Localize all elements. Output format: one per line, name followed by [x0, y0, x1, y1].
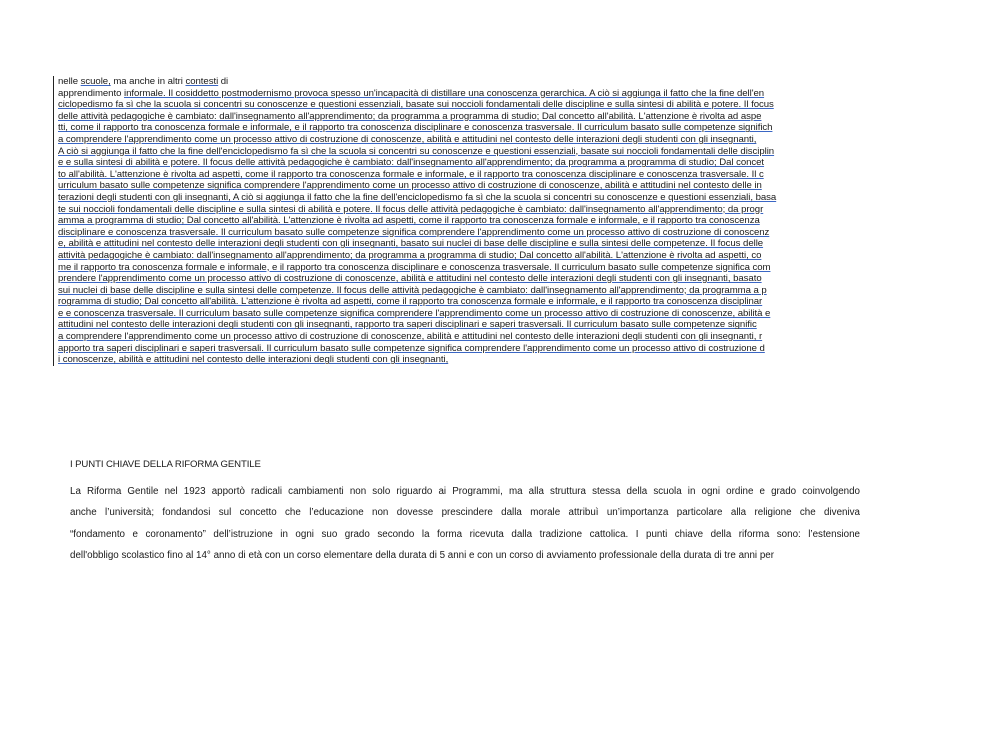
tracked-line [54, 285, 859, 297]
tracked-line [54, 180, 859, 192]
inserted-text: e e sulla sintesi di abilità e potere. Il focus delle attività pedagogiche è cambiato: dall'insegnamento all'apprendimento; da programma a programma di studio; Dal concet [58, 157, 765, 169]
inserted-text: prendere l'apprendimento come un processo attivo di costruzione di conoscenze, abilità e attitudini nel contesto delle interazioni degli studenti con gli insegnanti, basato [58, 273, 762, 285]
tracked-line [54, 262, 859, 274]
inserted-text: sui nuclei di base delle discipline e sulla sintesi delle competenze. Il focus delle attività pedagogiche è cambiato: dall'insegnamento all'apprendimento; da programma a p [58, 284, 767, 296]
inserted-text: delle attività pedagogiche è cambiato: dall'insegnamento all'apprendimento; da programma a programma di studio; Dal concetto all'abilità. L'attenzione è rivolta ad aspe [58, 110, 762, 122]
tracked-line [54, 192, 859, 204]
inserted-text: a comprendere l'apprendimento come un processo attivo di costruzione di conoscenze, abilità e attitudini nel contesto delle interazioni degli studenti con gli insegnanti, r [58, 331, 763, 343]
tracked-line [54, 76, 859, 88]
tracked-line [54, 204, 859, 216]
text-run: nelle [58, 76, 81, 87]
tracked-line [54, 99, 859, 111]
inserted-text: terazioni degli studenti con gli insegnanti, A ciò si aggiunga il fatto che la fine dell'enciclopedismo fa sì che la scuola si concentri su conoscenze e questioni essenziali, basa [58, 191, 777, 203]
tracked-line [54, 157, 859, 169]
body-paragraph [70, 484, 860, 570]
tracked-line [54, 331, 859, 343]
inserted-text: to all'abilità. L'attenzione è rivolta ad aspetti, come il rapporto tra conoscenza formale e informale, e il rapporto tra conoscenza disciplinare e conoscenza trasversale. Il c [58, 168, 764, 180]
tracked-line [54, 111, 859, 123]
inserted-text: A ciò si aggiunga il fatto che la fine dell'enciclopedismo fa sì che la scuola si concentri su conoscenze e questioni essenziali, basate sui noccioli fondamentali delle disciplin [58, 145, 775, 157]
inserted-text: e, abilità e attitudini nel contesto delle interazioni degli studenti con gli insegnanti, basato sui nuclei di base delle discipline e sulla sintesi delle competenze. Il focus delle [58, 238, 764, 250]
inserted-text: tti, come il rapporto tra conoscenza formale e informale, e il rapporto tra conoscenza disciplinare e conoscenza trasversale. Il curriculum basato sulle competenze significh [58, 122, 773, 134]
section-heading: I PUNTI CHIAVE DELLA RIFORMA GENTILE [70, 459, 261, 470]
inserted-text: amma a programma di studio; Dal concetto all'abilità. L'attenzione è rivolta ad aspetti, come il rapporto tra conoscenza formale e informale, e il rapporto tra conoscenza [58, 215, 760, 227]
tracked-line [54, 343, 859, 355]
inserted-text: te sui noccioli fondamentali delle discipline e sulla sintesi di abilità e potere. Il focus delle attività pedagogiche è cambiato: dall'insegnamento all'apprendimento; da progr [58, 203, 764, 215]
inserted-text: disciplinare e conoscenza trasversale. Il curriculum basato sulle competenze significa comprendere l'apprendimento come un processo attivo di costruzione di conoscenz [58, 226, 770, 238]
tracked-lines [54, 99, 859, 366]
inserted-text: attitudini nel contesto delle interazioni degli studenti con gli insegnanti, rapporto tra saperi disciplinari e saperi trasversali. Il curriculum basato sulle competenze signific [58, 319, 757, 331]
tracked-line [54, 308, 859, 320]
tracked-line [54, 122, 859, 134]
inserted-text: attività pedagogiche è cambiato: dall'insegnamento all'apprendimento; da programma a programma di studio; Dal concetto all'abilità. L'attenzione è rivolta ad aspetti, co [58, 249, 762, 261]
tracked-line [54, 169, 859, 181]
inserted-text: informale. Il cosiddetto postmodernismo provoca spesso un'incapacità di distillare una conoscenza gerarchica. A ciò si aggiunga il fatto che la fine dell'en [123, 87, 765, 99]
tracked-line [54, 88, 859, 100]
text-run: apprendimento [58, 87, 124, 99]
tracked-changes-block [53, 76, 859, 366]
inserted-text: contesti [185, 76, 219, 87]
paragraph-line: anche l’università; fondandosi sul concetto che l’educazione non dovesse prescindere dalla morale attribuì un’importanza particolare alla religione che diveniva [70, 507, 860, 519]
tracked-line [54, 250, 859, 262]
tracked-line [54, 354, 859, 366]
tracked-line [54, 134, 859, 146]
inserted-text: a comprendere l'apprendimento come un processo attivo di costruzione di conoscenze, abilità e attitudini nel contesto delle interazioni degli studenti con gli insegnanti, [58, 133, 757, 145]
tracked-line [54, 319, 859, 331]
inserted-text: scuole, [80, 76, 111, 87]
tracked-line [54, 296, 859, 308]
paragraph-line: dell'obbligo scolastico fino al 14° anno di età con un corso elementare della durata di 5 anni e con un corso di avviamento professionale della durata di tre anni per [70, 550, 774, 562]
tracked-line [54, 227, 859, 239]
tracked-line [54, 215, 859, 227]
inserted-text: me il rapporto tra conoscenza formale e informale, e il rapporto tra conoscenza disciplinare e conoscenza trasversale. Il curriculum basato sulle competenze significa com [58, 261, 771, 273]
paragraph-line: La Riforma Gentile nel 1923 apportò radicali cambiamenti non solo riguardo ai Programmi, ma alla struttura stessa della scuola in ogni ordine e grado coinvolgendo [70, 486, 860, 497]
inserted-text: i conoscenze, abilità e attitudini nel contesto delle interazioni degli studenti con gli insegnanti, [58, 354, 449, 366]
text-run: di [218, 76, 229, 87]
inserted-text: apporto tra saperi disciplinari e saperi trasversali. Il curriculum basato sulle competenze significa comprendere l'apprendimento come un processo attivo di costruzione d [58, 342, 765, 354]
text-run: ma anche in altri [110, 76, 186, 87]
paragraph-line: “fondamento e coronamento” dell’istruzione in ogni suo grado secondo la forma ricevuta dalla tradizione cattolica. I punti chiave della riforma sono: l’estensione [70, 528, 860, 540]
tracked-line [54, 146, 859, 158]
inserted-text: e e conoscenza trasversale. Il curriculum basato sulle competenze significa comprendere l'apprendimento come un processo attivo di costruzione di conoscenze, abilità e [58, 307, 771, 319]
inserted-text: urriculum basato sulle competenze significa comprendere l'apprendimento come un processo attivo di costruzione di conoscenze, abilità e attitudini nel contesto delle in [58, 180, 762, 192]
tracked-line [54, 238, 859, 250]
inserted-text: rogramma di studio; Dal concetto all'abilità. L'attenzione è rivolta ad aspetti, come il rapporto tra conoscenza formale e informale, e il rapporto tra conoscenza disciplinar [58, 296, 763, 308]
tracked-line [54, 273, 859, 285]
inserted-text: ciclopedismo fa sì che la scuola si concentri su conoscenze e questioni essenziali, basate sui noccioli fondamentali delle discipline e sulla sintesi di abilità e potere. Il focus [58, 99, 774, 111]
